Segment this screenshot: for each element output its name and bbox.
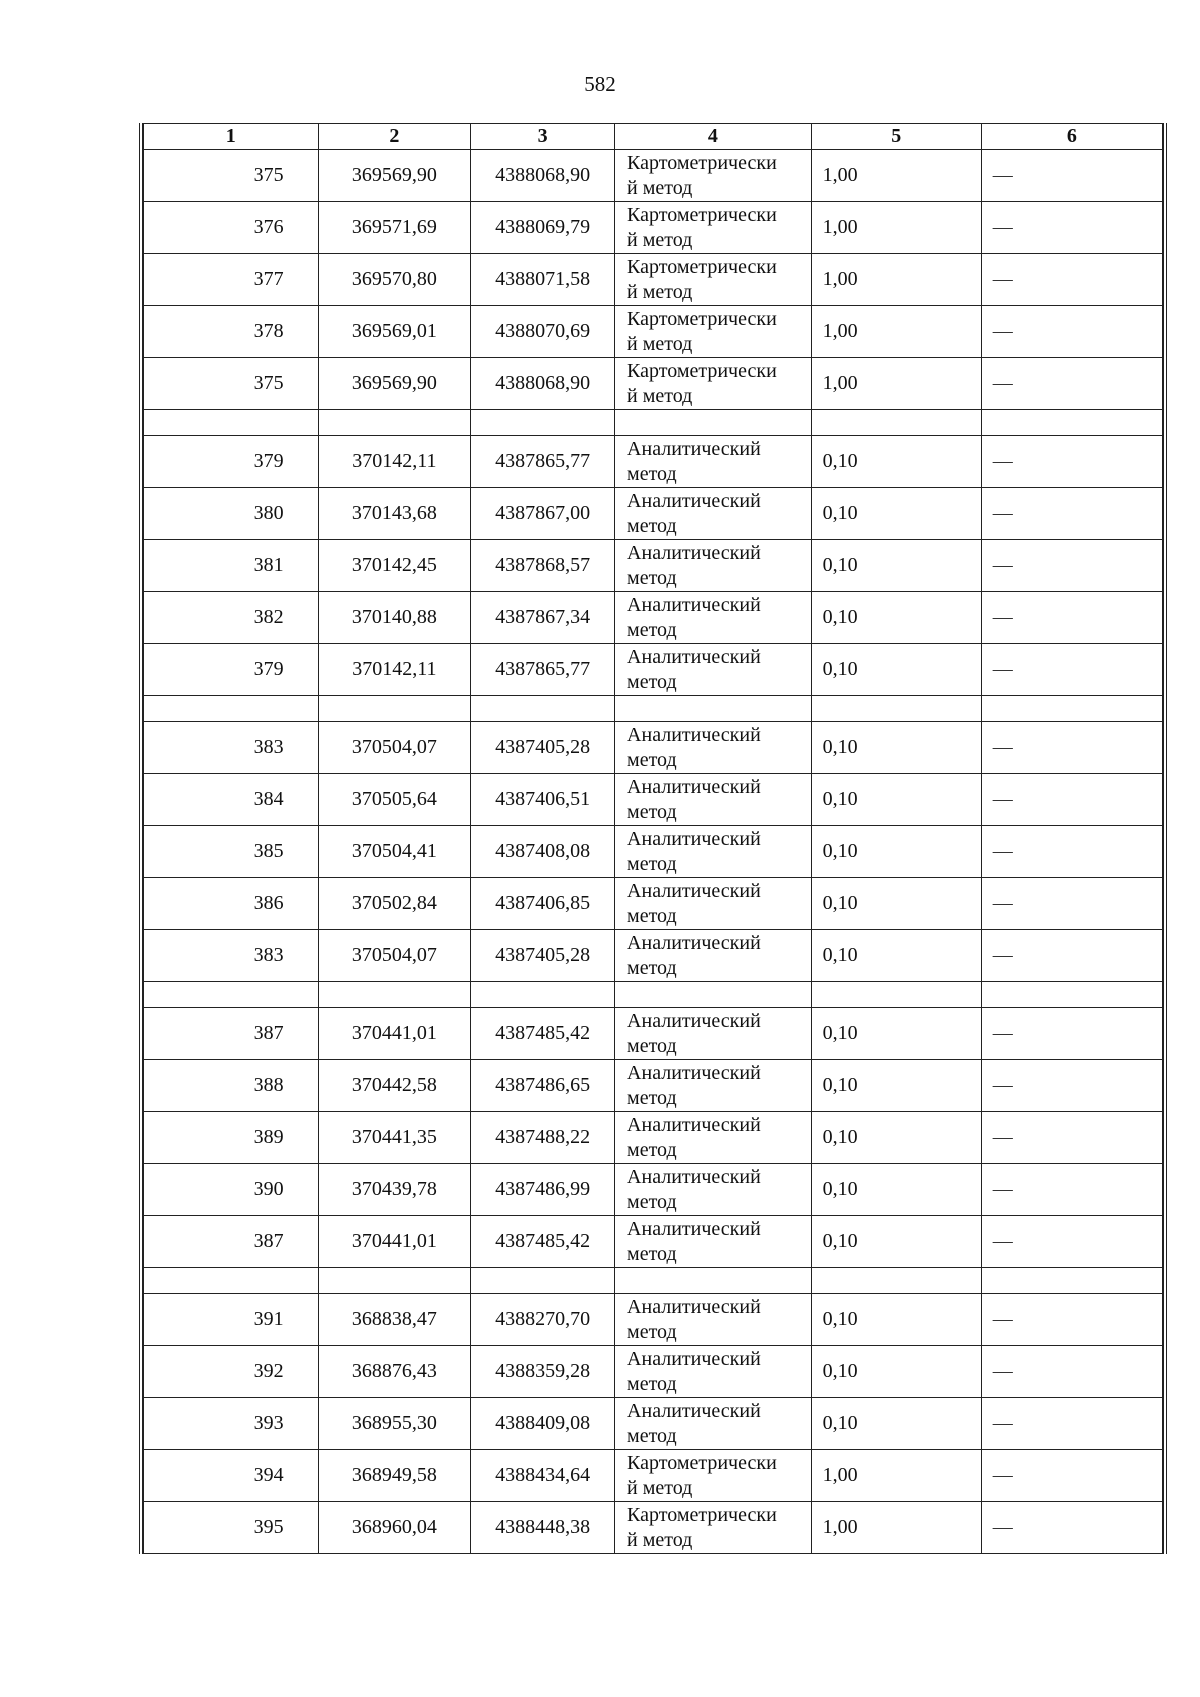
table-row (144, 488, 1163, 540)
table-row (144, 254, 1163, 306)
method-cell (615, 358, 812, 410)
point-number-cell: 387 (144, 1216, 319, 1268)
note-cell: — (981, 722, 1162, 774)
x-coordinate-cell: 368949,58 (318, 1450, 471, 1502)
x-coordinate-cell: 369570,80 (318, 254, 471, 306)
empty-cell (144, 410, 319, 436)
note-cell: — (981, 150, 1162, 202)
x-coordinate-cell: 370441,35 (318, 1112, 471, 1164)
method-cell (615, 930, 812, 982)
point-number-cell: 386 (144, 878, 319, 930)
method-text: Картометрически й метод (627, 151, 777, 199)
empty-cell (318, 410, 471, 436)
column-header-2: 2 (318, 124, 471, 150)
accuracy-cell: 0,10 (811, 1008, 981, 1060)
point-number-cell: 383 (144, 930, 319, 982)
note-cell: — (981, 878, 1162, 930)
accuracy-cell: 0,10 (811, 1164, 981, 1216)
page-number: 582 (584, 72, 616, 96)
x-coordinate-cell: 370142,45 (318, 540, 471, 592)
empty-cell (811, 410, 981, 436)
empty-cell (318, 982, 471, 1008)
accuracy-cell: 0,10 (811, 930, 981, 982)
note-cell: — (981, 1112, 1162, 1164)
table-body (144, 150, 1163, 1554)
method-cell (615, 774, 812, 826)
column-header-1: 1 (144, 124, 319, 150)
table-row (144, 826, 1163, 878)
empty-cell (471, 1268, 615, 1294)
table-row (144, 306, 1163, 358)
empty-cell (615, 982, 812, 1008)
note-cell: — (981, 930, 1162, 982)
method-text: Картометрически й метод (627, 359, 777, 407)
y-coordinate-cell: 4388434,64 (471, 1450, 615, 1502)
x-coordinate-cell: 370504,07 (318, 930, 471, 982)
point-number-cell: 393 (144, 1398, 319, 1450)
table-row (144, 202, 1163, 254)
table-row (144, 1008, 1163, 1060)
method-cell (615, 592, 812, 644)
y-coordinate-cell: 4388068,90 (471, 358, 615, 410)
point-number-cell: 381 (144, 540, 319, 592)
method-cell (615, 826, 812, 878)
empty-cell (318, 696, 471, 722)
method-cell (615, 878, 812, 930)
x-coordinate-cell: 368838,47 (318, 1294, 471, 1346)
empty-cell (144, 982, 319, 1008)
empty-cell (811, 982, 981, 1008)
empty-cell (981, 410, 1162, 436)
method-text: Картометрически й метод (627, 307, 777, 355)
table-row (144, 1112, 1163, 1164)
x-coordinate-cell: 369569,01 (318, 306, 471, 358)
column-header-3: 3 (471, 124, 615, 150)
accuracy-cell: 0,10 (811, 1294, 981, 1346)
point-number-cell: 387 (144, 1008, 319, 1060)
note-cell: — (981, 774, 1162, 826)
method-cell (615, 1502, 812, 1554)
empty-cell (318, 1268, 471, 1294)
table-row (144, 722, 1163, 774)
method-cell (615, 1346, 812, 1398)
x-coordinate-cell: 370502,84 (318, 878, 471, 930)
empty-cell (471, 696, 615, 722)
method-cell (615, 1398, 812, 1450)
method-text: Картометрически й метод (627, 203, 777, 251)
accuracy-cell: 0,10 (811, 1216, 981, 1268)
method-cell (615, 1060, 812, 1112)
method-cell (615, 436, 812, 488)
y-coordinate-cell: 4387488,22 (471, 1112, 615, 1164)
method-cell (615, 1294, 812, 1346)
accuracy-cell: 0,10 (811, 488, 981, 540)
empty-cell (615, 696, 812, 722)
note-cell: — (981, 358, 1162, 410)
method-text: Аналитический метод (627, 931, 761, 979)
note-cell: — (981, 436, 1162, 488)
note-cell: — (981, 826, 1162, 878)
method-cell (615, 150, 812, 202)
empty-cell (144, 1268, 319, 1294)
column-header-5: 5 (811, 124, 981, 150)
table-gap-row (144, 410, 1163, 436)
method-cell (615, 254, 812, 306)
point-number-cell: 378 (144, 306, 319, 358)
method-text: Аналитический метод (627, 827, 761, 875)
x-coordinate-cell: 370439,78 (318, 1164, 471, 1216)
table-gap-row (144, 982, 1163, 1008)
x-coordinate-cell: 370504,41 (318, 826, 471, 878)
empty-cell (471, 410, 615, 436)
empty-cell (811, 696, 981, 722)
method-cell (615, 540, 812, 592)
point-number-cell: 377 (144, 254, 319, 306)
method-cell (615, 1008, 812, 1060)
accuracy-cell: 0,10 (811, 1346, 981, 1398)
table-row (144, 878, 1163, 930)
x-coordinate-cell: 368876,43 (318, 1346, 471, 1398)
empty-cell (981, 1268, 1162, 1294)
table-row (144, 1346, 1163, 1398)
y-coordinate-cell: 4388071,58 (471, 254, 615, 306)
table-row (144, 592, 1163, 644)
accuracy-cell: 0,10 (811, 878, 981, 930)
accuracy-cell: 0,10 (811, 592, 981, 644)
method-text: Аналитический метод (627, 1009, 761, 1057)
accuracy-cell: 1,00 (811, 254, 981, 306)
method-text: Аналитический метод (627, 1217, 761, 1265)
point-number-cell: 379 (144, 436, 319, 488)
table-row (144, 1060, 1163, 1112)
accuracy-cell: 1,00 (811, 150, 981, 202)
x-coordinate-cell: 370441,01 (318, 1216, 471, 1268)
note-cell: — (981, 1450, 1162, 1502)
x-coordinate-cell: 370442,58 (318, 1060, 471, 1112)
method-cell (615, 488, 812, 540)
y-coordinate-cell: 4387486,65 (471, 1060, 615, 1112)
note-cell: — (981, 306, 1162, 358)
point-number-cell: 388 (144, 1060, 319, 1112)
point-number-cell: 376 (144, 202, 319, 254)
method-text: Аналитический метод (627, 1347, 761, 1395)
y-coordinate-cell: 4387868,57 (471, 540, 615, 592)
accuracy-cell: 0,10 (811, 540, 981, 592)
note-cell: — (981, 592, 1162, 644)
point-number-cell: 379 (144, 644, 319, 696)
point-number-cell: 375 (144, 150, 319, 202)
note-cell: — (981, 644, 1162, 696)
x-coordinate-cell: 369569,90 (318, 150, 471, 202)
table-row (144, 1450, 1163, 1502)
accuracy-cell: 0,10 (811, 774, 981, 826)
method-text: Картометрически й метод (627, 1451, 777, 1499)
column-header-6: 6 (981, 124, 1162, 150)
method-text: Аналитический метод (627, 879, 761, 927)
x-coordinate-cell: 370143,68 (318, 488, 471, 540)
y-coordinate-cell: 4388070,69 (471, 306, 615, 358)
y-coordinate-cell: 4388069,79 (471, 202, 615, 254)
y-coordinate-cell: 4388359,28 (471, 1346, 615, 1398)
point-number-cell: 382 (144, 592, 319, 644)
point-number-cell: 395 (144, 1502, 319, 1554)
table-row (144, 436, 1163, 488)
method-cell (615, 1164, 812, 1216)
y-coordinate-cell: 4387865,77 (471, 644, 615, 696)
accuracy-cell: 0,10 (811, 1112, 981, 1164)
note-cell: — (981, 1398, 1162, 1450)
accuracy-cell: 1,00 (811, 202, 981, 254)
empty-cell (615, 410, 812, 436)
method-text: Аналитический метод (627, 437, 761, 485)
method-text: Аналитический метод (627, 489, 761, 537)
table-row (144, 644, 1163, 696)
method-text: Аналитический метод (627, 723, 761, 771)
table-row (144, 1398, 1163, 1450)
y-coordinate-cell: 4387406,85 (471, 878, 615, 930)
y-coordinate-cell: 4388270,70 (471, 1294, 615, 1346)
y-coordinate-cell: 4387486,99 (471, 1164, 615, 1216)
accuracy-cell: 0,10 (811, 1060, 981, 1112)
point-number-cell: 380 (144, 488, 319, 540)
method-text: Аналитический метод (627, 1061, 761, 1109)
y-coordinate-cell: 4387405,28 (471, 930, 615, 982)
note-cell: — (981, 202, 1162, 254)
x-coordinate-cell: 368955,30 (318, 1398, 471, 1450)
y-coordinate-cell: 4387485,42 (471, 1008, 615, 1060)
accuracy-cell: 0,10 (811, 436, 981, 488)
method-cell (615, 722, 812, 774)
table-row (144, 358, 1163, 410)
point-number-cell: 392 (144, 1346, 319, 1398)
method-cell (615, 306, 812, 358)
method-text: Аналитический метод (627, 593, 761, 641)
coordinates-table (143, 123, 1163, 1554)
table-row (144, 1294, 1163, 1346)
method-cell (615, 644, 812, 696)
y-coordinate-cell: 4388448,38 (471, 1502, 615, 1554)
note-cell: — (981, 254, 1162, 306)
empty-cell (615, 1268, 812, 1294)
note-cell: — (981, 1008, 1162, 1060)
note-cell: — (981, 1294, 1162, 1346)
table-row (144, 1164, 1163, 1216)
table-gap-row (144, 696, 1163, 722)
method-text: Аналитический метод (627, 1113, 761, 1161)
method-cell (615, 202, 812, 254)
method-text: Аналитический метод (627, 1295, 761, 1343)
x-coordinate-cell: 370142,11 (318, 644, 471, 696)
x-coordinate-cell: 368960,04 (318, 1502, 471, 1554)
note-cell: — (981, 1502, 1162, 1554)
method-text: Аналитический метод (627, 1165, 761, 1213)
empty-cell (811, 1268, 981, 1294)
table-gap-row (144, 1268, 1163, 1294)
table-header-row (144, 124, 1163, 150)
note-cell: — (981, 488, 1162, 540)
table-row (144, 150, 1163, 202)
point-number-cell: 384 (144, 774, 319, 826)
x-coordinate-cell: 370504,07 (318, 722, 471, 774)
accuracy-cell: 1,00 (811, 306, 981, 358)
method-cell (615, 1450, 812, 1502)
y-coordinate-cell: 4387485,42 (471, 1216, 615, 1268)
table-row (144, 930, 1163, 982)
method-text: Аналитический метод (627, 775, 761, 823)
coordinates-table-frame (139, 123, 1167, 1554)
x-coordinate-cell: 370142,11 (318, 436, 471, 488)
table-row (144, 1216, 1163, 1268)
empty-cell (471, 982, 615, 1008)
x-coordinate-cell: 370441,01 (318, 1008, 471, 1060)
y-coordinate-cell: 4387405,28 (471, 722, 615, 774)
table-row (144, 774, 1163, 826)
y-coordinate-cell: 4387867,34 (471, 592, 615, 644)
y-coordinate-cell: 4387867,00 (471, 488, 615, 540)
accuracy-cell: 1,00 (811, 1450, 981, 1502)
x-coordinate-cell: 369569,90 (318, 358, 471, 410)
x-coordinate-cell: 369571,69 (318, 202, 471, 254)
empty-cell (144, 696, 319, 722)
point-number-cell: 389 (144, 1112, 319, 1164)
accuracy-cell: 0,10 (811, 1398, 981, 1450)
note-cell: — (981, 1060, 1162, 1112)
method-text: Аналитический метод (627, 541, 761, 589)
method-text: Аналитический метод (627, 1399, 761, 1447)
y-coordinate-cell: 4388409,08 (471, 1398, 615, 1450)
y-coordinate-cell: 4387408,08 (471, 826, 615, 878)
table-row (144, 1502, 1163, 1554)
point-number-cell: 375 (144, 358, 319, 410)
accuracy-cell: 1,00 (811, 358, 981, 410)
accuracy-cell: 0,10 (811, 722, 981, 774)
accuracy-cell: 0,10 (811, 644, 981, 696)
y-coordinate-cell: 4387865,77 (471, 436, 615, 488)
accuracy-cell: 1,00 (811, 1502, 981, 1554)
y-coordinate-cell: 4388068,90 (471, 150, 615, 202)
x-coordinate-cell: 370505,64 (318, 774, 471, 826)
point-number-cell: 390 (144, 1164, 319, 1216)
x-coordinate-cell: 370140,88 (318, 592, 471, 644)
note-cell: — (981, 540, 1162, 592)
point-number-cell: 391 (144, 1294, 319, 1346)
note-cell: — (981, 1346, 1162, 1398)
point-number-cell: 394 (144, 1450, 319, 1502)
point-number-cell: 385 (144, 826, 319, 878)
accuracy-cell: 0,10 (811, 826, 981, 878)
method-cell (615, 1112, 812, 1164)
empty-cell (981, 982, 1162, 1008)
column-header-4: 4 (615, 124, 812, 150)
empty-cell (981, 696, 1162, 722)
table-row (144, 540, 1163, 592)
method-text: Картометрически й метод (627, 255, 777, 303)
note-cell: — (981, 1216, 1162, 1268)
note-cell: — (981, 1164, 1162, 1216)
method-text: Картометрически й метод (627, 1503, 777, 1551)
point-number-cell: 383 (144, 722, 319, 774)
method-text: Аналитический метод (627, 645, 761, 693)
y-coordinate-cell: 4387406,51 (471, 774, 615, 826)
method-cell (615, 1216, 812, 1268)
